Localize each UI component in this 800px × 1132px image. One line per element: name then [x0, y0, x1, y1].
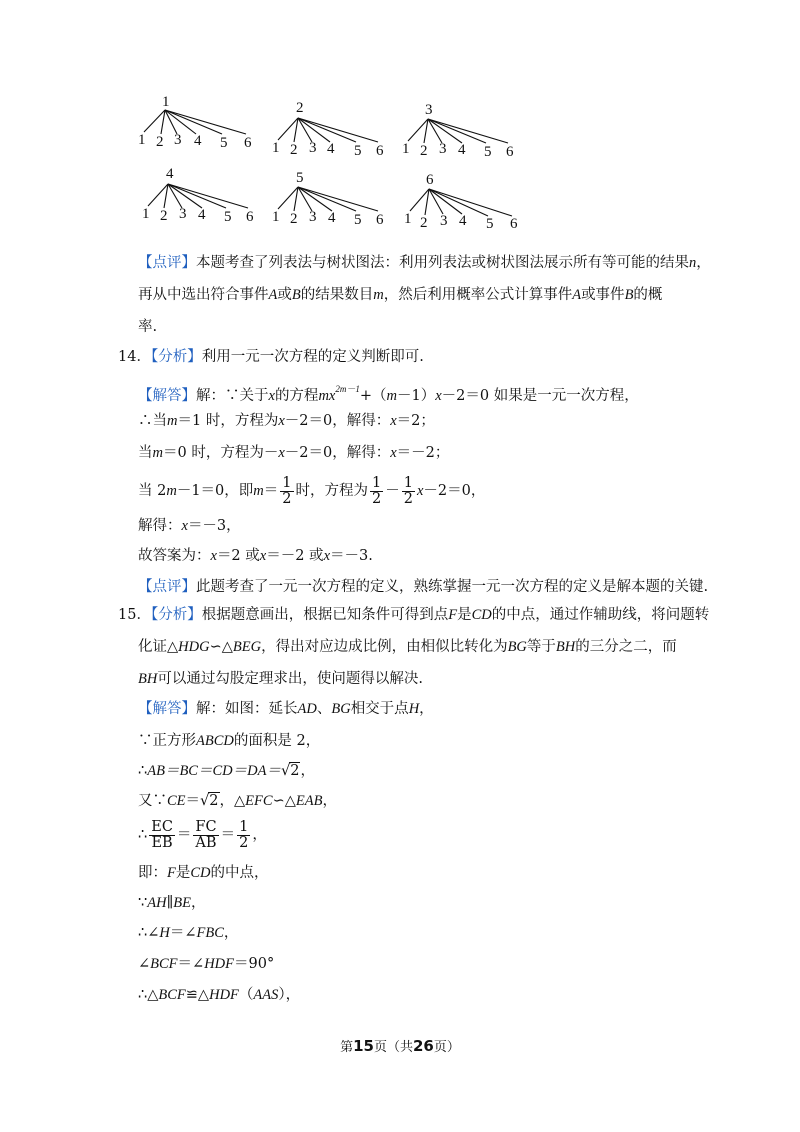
tree-leaf: 4 — [194, 133, 202, 149]
analysis-tag: 【分析】 — [150, 349, 202, 365]
analysis-tag: 【分析】 — [150, 607, 202, 623]
review13-line3: 率. — [138, 319, 158, 335]
tree-leaf: 6 — [244, 135, 252, 151]
tree-leaf: 1 — [272, 209, 280, 225]
tree-6-svg — [404, 170, 534, 232]
tree-leaf: 2 — [156, 134, 164, 150]
tree-diagram-2 — [270, 98, 400, 158]
tree-3-svg — [402, 100, 532, 160]
tree-leaf: 6 — [376, 212, 384, 228]
q15-answer-line9: ∠BCF＝∠HDF＝90° — [138, 956, 275, 972]
tree-leaf: 1 — [272, 140, 280, 156]
tree-leaf: 6 — [376, 143, 384, 159]
tree-leaf: 4 — [327, 141, 335, 157]
tree-leaf: 5 — [484, 144, 492, 160]
q15-answer-line2: ∵正方形ABCD的面积是 2， — [138, 733, 321, 749]
page-number: 15 — [353, 1037, 374, 1055]
q15-answer-line4: 又∵CE＝√2，△EFC∽△EAB， — [138, 793, 337, 809]
tree-leaf: 5 — [220, 135, 228, 151]
page-total: 26 — [413, 1037, 434, 1055]
tree-leaf: 2 — [290, 211, 298, 227]
q15-analysis-line1: 15．【分析】根据题意画出，根据已知条件可得到点F是CD的中点，通过作辅助线，将问题转 — [118, 607, 710, 623]
tree-root: 4 — [166, 166, 174, 182]
fraction: $\frac{1}{2}$ — [239, 818, 249, 851]
tree-leaf: 6 — [506, 144, 514, 160]
tree-leaf: 4 — [459, 213, 467, 229]
q15-answer-line7: ∵AH∥BE， — [138, 895, 206, 911]
tree-2-svg — [270, 98, 400, 158]
tree-leaf: 1 — [402, 141, 410, 157]
answer-tag: 【解答】 — [138, 701, 196, 717]
q14-answer-line6: 故答案为：x＝2 或x＝－2 或x＝－3. — [138, 548, 373, 564]
q14-answer-line5: 解得：x＝－3， — [138, 518, 241, 534]
tree-leaf: 4 — [328, 210, 336, 226]
fraction: $\frac{FC}{AB}$ — [195, 818, 217, 851]
q15-answer-line6: 即：F是CD的中点， — [138, 865, 269, 881]
fraction: $\frac{1}{2}$ — [282, 474, 292, 507]
tree-leaf: 3 — [179, 206, 187, 222]
tree-diagram-6 — [404, 170, 534, 232]
tree-leaf: 4 — [198, 207, 206, 223]
tree-leaf: 2 — [420, 143, 428, 159]
tree-leaf: 5 — [354, 143, 362, 159]
tree-leaf: 3 — [439, 141, 447, 157]
review13-line2: 再从中选出符合事件A或B的结果数目m，然后利用概率公式计算事件A或事件B的概 — [138, 287, 663, 303]
tree-leaf: 1 — [138, 132, 146, 148]
fraction: $\frac{1}{2}$ — [403, 474, 413, 507]
review-tag: 【点评】 — [138, 579, 196, 595]
q14-answer-line2: ∴当m＝1 时，方程为x－2＝0，解得：x＝2； — [138, 413, 435, 429]
sqrt-symbol: √ — [200, 793, 210, 809]
tree-leaf: 2 — [160, 208, 168, 224]
tree-leaf: 3 — [440, 213, 448, 229]
answer-tag: 【解答】 — [138, 388, 196, 404]
q14-answer-line4: 当 2m－1＝0，即m＝ $\frac{1}{2}$ 时，方程为 $\frac{1}{2}$ － $\frac{1}{2}$ x－2＝0， — [138, 474, 486, 507]
page-footer: 第15页（共26页） — [340, 1037, 460, 1055]
tree-leaf: 5 — [486, 216, 494, 232]
q14-analysis: 14．【分析】利用一元一次方程的定义判断即可. — [118, 349, 424, 365]
question-number: 15． — [118, 607, 151, 623]
tree-leaf: 2 — [290, 142, 298, 158]
q14-answer-line1: 【解答】解：∵关于x的方程$mx^{2m-1}+(m-1)x-2=0$ 如果是一元一次方程， — [138, 384, 639, 404]
tree-leaf: 5 — [354, 212, 362, 228]
tree-leaf: 3 — [174, 132, 182, 148]
tree-1-svg — [134, 92, 264, 152]
tree-leaf: 4 — [458, 142, 466, 158]
q15-answer-line10: ∴△BCF≌△HDF（AAS）， — [138, 987, 301, 1003]
q14-answer-line3: 当m＝0 时，方程为－x－2＝0，解得：x＝－2； — [138, 445, 450, 461]
tree-root: 1 — [162, 94, 170, 110]
tree-root: 5 — [296, 170, 304, 186]
tree-leaf: 3 — [309, 209, 317, 225]
tree-diagram-3 — [402, 100, 532, 160]
q15-answer-line1: 【解答】解：如图：延长AD、BG相交于点H， — [138, 701, 434, 717]
tree-leaf: 2 — [420, 215, 428, 231]
question-number: 14． — [118, 349, 151, 365]
tree-diagram-5 — [272, 168, 402, 228]
review13-line1: 【点评】本题考查了列表法与树状图法：利用列表法或树状图法展示所有等可能的结果n， — [138, 255, 711, 271]
q15-answer-line8: ∴∠H＝∠FBC， — [138, 925, 239, 941]
fraction: $\frac{1}{2}$ — [372, 474, 382, 507]
tree-leaf: 3 — [309, 140, 317, 156]
tree-leaf: 6 — [246, 209, 254, 225]
tree-diagram-1 — [134, 92, 264, 152]
tree-leaf: 6 — [510, 216, 518, 232]
tree-leaf: 1 — [404, 211, 412, 227]
tree-5-svg — [272, 168, 402, 228]
tree-root: 6 — [426, 172, 434, 188]
q15-answer-line3: ∴AB＝BC＝CD＝DA＝√2， — [138, 763, 315, 779]
tree-root: 2 — [296, 100, 304, 116]
tree-leaf: 1 — [142, 206, 150, 222]
tree-root: 3 — [425, 102, 433, 118]
q15-analysis-line2: 化证△HDG∽△BEG，得出对应边成比例，由相似比转化为BG等于BH的三分之二，而 — [138, 639, 677, 655]
review-tag: 【点评】 — [138, 255, 196, 271]
tree-leaf: 5 — [224, 209, 232, 225]
tree-diagram-4 — [142, 164, 272, 224]
q15-answer-line5: ∴ $\frac{EC}{EB}$ ＝ $\frac{FC}{AB}$ ＝ $\frac{1}{2}$ ， — [138, 818, 267, 851]
q15-analysis-line3: BH可以通过勾股定理求出，使问题得以解决. — [138, 671, 423, 687]
q14-review: 【点评】此题考查了一元一次方程的定义，熟练掌握一元一次方程的定义是解本题的关键. — [138, 579, 709, 595]
sqrt-symbol: √ — [280, 763, 291, 779]
fraction: $\frac{EC}{EB}$ — [151, 818, 173, 851]
tree-4-svg — [142, 164, 272, 224]
